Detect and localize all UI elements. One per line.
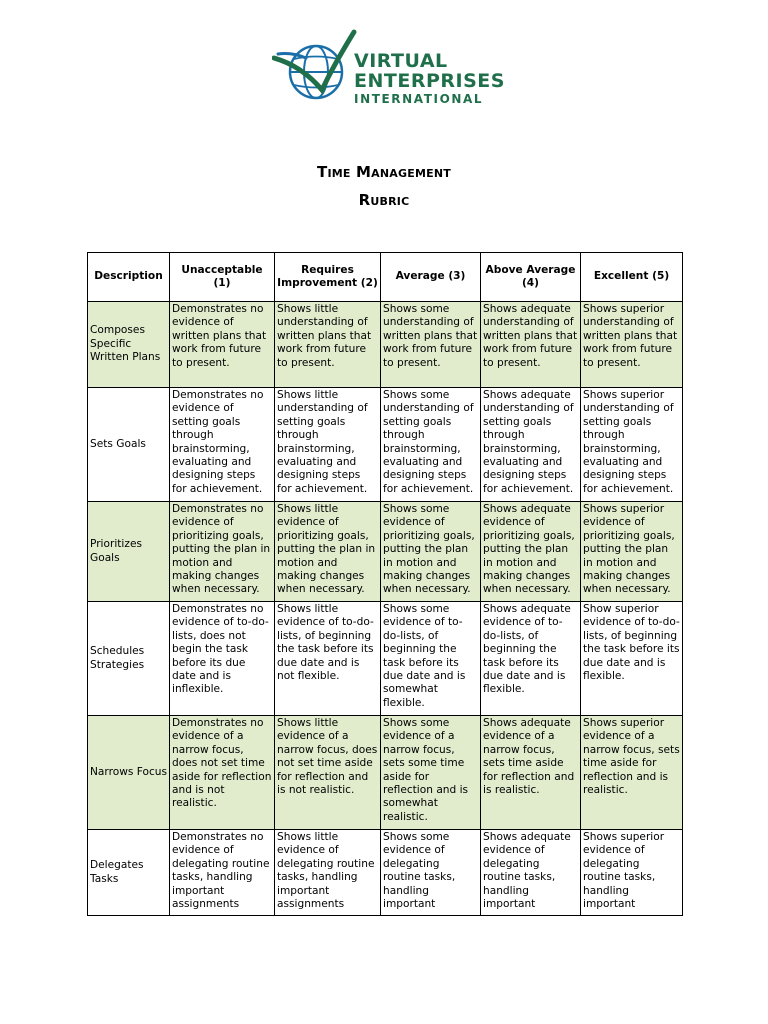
document-subtitle: Rubric bbox=[358, 191, 410, 209]
table-cell: Demonstrates no evidence of to-do-lists, does not begin the task before its due date and is inflexible. bbox=[170, 602, 275, 716]
column-header: Above Average (4) bbox=[481, 253, 581, 302]
logo-wordmark bbox=[354, 52, 505, 105]
row-description: Prioritizes Goals bbox=[88, 502, 170, 602]
table-cell: Shows little understanding of setting goals through brainstorming, evaluating and designing steps for achievement. bbox=[275, 388, 381, 502]
table-cell: Shows some evidence of prioritizing goals, putting the plan in motion and making changes when necessary. bbox=[381, 502, 481, 602]
table-cell: Shows adequate evidence of prioritizing goals, putting the plan in motion and making changes when necessary. bbox=[481, 502, 581, 602]
column-header: Requires Improvement (2) bbox=[275, 253, 381, 302]
logo-line-virtual: VIRTUAL bbox=[354, 50, 448, 72]
column-header: Description bbox=[88, 253, 170, 302]
table-cell: Shows some evidence of to-do-lists, of beginning the task before its due date and is somewhat flexible. bbox=[381, 602, 481, 716]
table-cell: Demonstrates no evidence of delegating routine tasks, handling important assignments bbox=[170, 830, 275, 916]
row-description: Narrows Focus bbox=[88, 716, 170, 830]
table-cell: Shows little evidence of delegating routine tasks, handling important assignments bbox=[275, 830, 381, 916]
row-description: Sets Goals bbox=[88, 388, 170, 502]
rubric-table bbox=[87, 252, 683, 916]
table-cell: Shows adequate understanding of setting goals through brainstorming, evaluating and designing steps for achievement. bbox=[481, 388, 581, 502]
column-header: Average (3) bbox=[381, 253, 481, 302]
table-cell: Shows little evidence of to-do-lists, of beginning the task before its due date and is not flexible. bbox=[275, 602, 381, 716]
table-cell: Shows little evidence of prioritizing goals, putting the plan in motion and making changes when necessary. bbox=[275, 502, 381, 602]
table-cell: Shows superior understanding of written plans that work from future to present. bbox=[581, 302, 683, 388]
table-cell: Shows little evidence of a narrow focus, does not set time aside for reflection and is not realistic. bbox=[275, 716, 381, 830]
row-description: Schedules Strategies bbox=[88, 602, 170, 716]
document-title: Time Management bbox=[317, 163, 451, 181]
table-cell: Shows some understanding of written plans that work from future to present. bbox=[381, 302, 481, 388]
table-row bbox=[88, 716, 683, 830]
table-cell: Demonstrates no evidence of written plans that work from future to present. bbox=[170, 302, 275, 388]
globe-swoosh-icon bbox=[272, 28, 362, 108]
table-cell: Shows adequate evidence of delegating routine tasks, handling important bbox=[481, 830, 581, 916]
table-row bbox=[88, 602, 683, 716]
table-cell: Demonstrates no evidence of prioritizing goals, putting the plan in motion and making changes when necessary. bbox=[170, 502, 275, 602]
row-description: Composes Specific Written Plans bbox=[88, 302, 170, 388]
table-header-row bbox=[88, 253, 683, 302]
table-cell: Shows adequate evidence of to-do-lists, of beginning the task before its due date and is flexible. bbox=[481, 602, 581, 716]
table-cell: Shows superior understanding of setting goals through brainstorming, evaluating and designing steps for achievement. bbox=[581, 388, 683, 502]
table-cell: Shows some evidence of delegating routine tasks, handling important bbox=[381, 830, 481, 916]
table-row bbox=[88, 830, 683, 916]
table-row bbox=[88, 502, 683, 602]
table-cell: Demonstrates no evidence of a narrow focus, does not set time aside for reflection and is not realistic. bbox=[170, 716, 275, 830]
table-cell: Shows adequate understanding of written plans that work from future to present. bbox=[481, 302, 581, 388]
logo-line-international: INTERNATIONAL bbox=[354, 92, 484, 106]
column-header: Unacceptable (1) bbox=[170, 253, 275, 302]
table-cell: Shows adequate evidence of a narrow focus, sets time aside for reflection and is realistic. bbox=[481, 716, 581, 830]
table-cell: Shows superior evidence of prioritizing goals, putting the plan in motion and making changes when necessary. bbox=[581, 502, 683, 602]
table-cell: Shows little understanding of written plans that work from future to present. bbox=[275, 302, 381, 388]
table-cell: Shows some evidence of a narrow focus, sets some time aside for reflection and is somewhat realistic. bbox=[381, 716, 481, 830]
virtual-enterprises-logo bbox=[272, 28, 505, 108]
row-description: Delegates Tasks bbox=[88, 830, 170, 916]
logo-line-enterprises: ENTERPRISES bbox=[354, 70, 505, 92]
table-cell: Shows superior evidence of a narrow focus, sets time aside for reflection and is realistic. bbox=[581, 716, 683, 830]
table-cell: Show superior evidence of to-do-lists, of beginning the task before its due date and is flexible. bbox=[581, 602, 683, 716]
table-row bbox=[88, 302, 683, 388]
table-cell: Shows superior evidence of delegating routine tasks, handling important bbox=[581, 830, 683, 916]
table-row bbox=[88, 388, 683, 502]
table-cell: Demonstrates no evidence of setting goals through brainstorming, evaluating and designing steps for achievement. bbox=[170, 388, 275, 502]
column-header: Excellent (5) bbox=[581, 253, 683, 302]
table-cell: Shows some understanding of setting goals through brainstorming, evaluating and designing steps for achievement. bbox=[381, 388, 481, 502]
